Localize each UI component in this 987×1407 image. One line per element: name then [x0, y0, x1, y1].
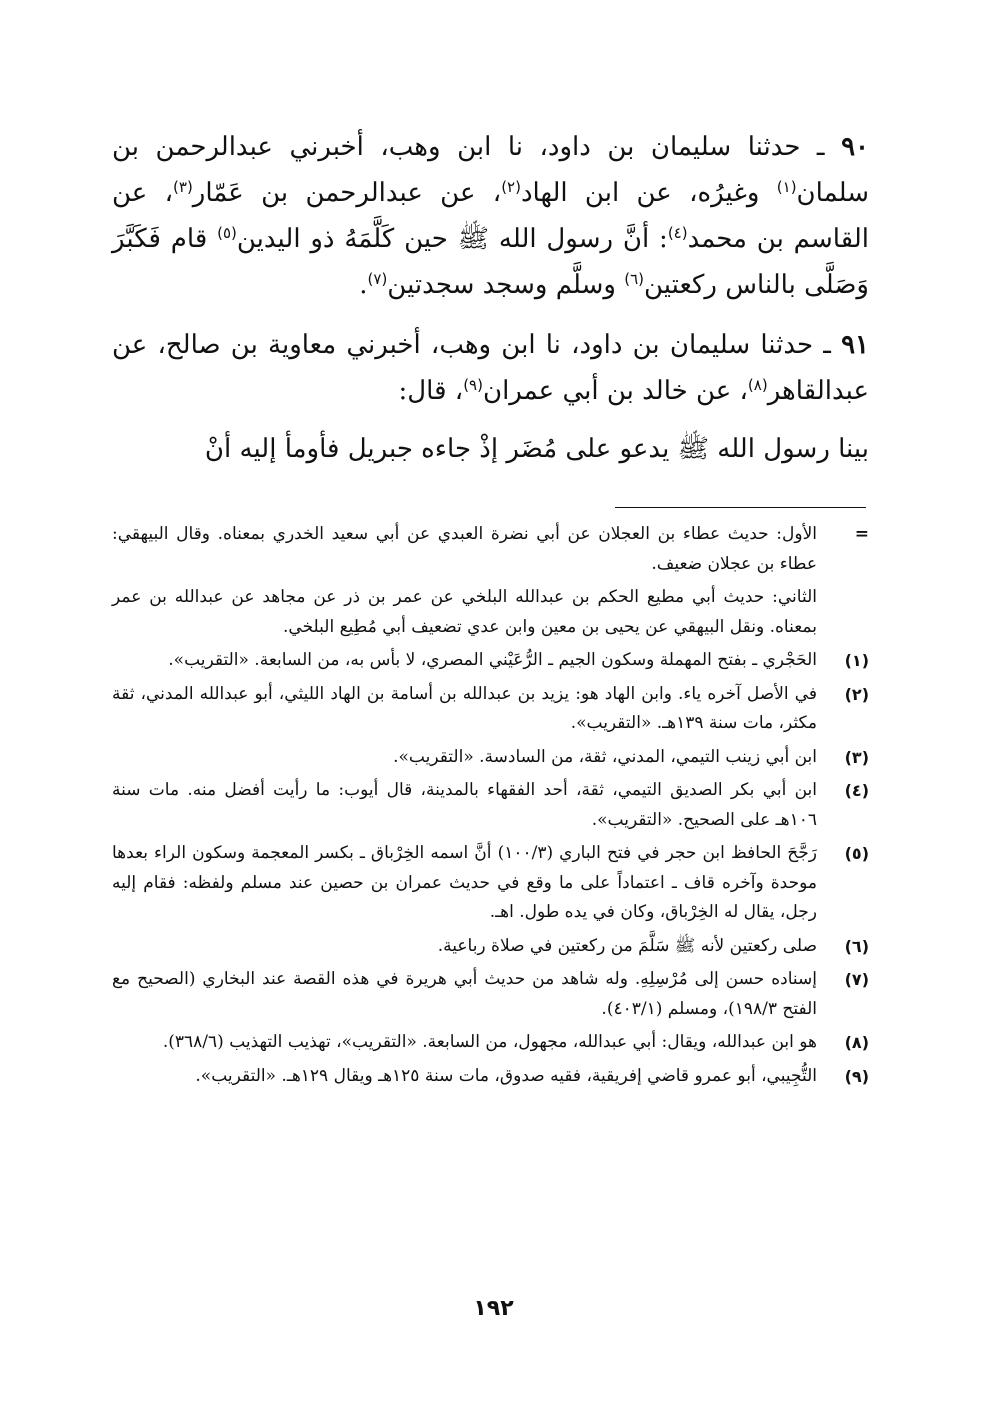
hadith-number: ٩١ — [841, 330, 869, 360]
footnote-text: صلى ركعتين لأنه ﷺ سَلَّمَ من ركعتين في صلاة رباعية. — [437, 935, 817, 956]
footnotes-section — [112, 520, 869, 1095]
footnote-9 — [112, 1062, 869, 1092]
hadith-text: وغيرُه، عن ابن الهاد — [520, 178, 777, 208]
footnote-number: (١) — [844, 651, 869, 670]
hadith-91-matn: بينا رسول الله ﷺ يدعو على مُضَر إذْ جاءه جبريل فأومأ إليه أنْ — [204, 434, 869, 464]
footnote-8 — [112, 1028, 869, 1058]
hadith-text: . — [359, 270, 368, 300]
footnote-text: رَجَّحَ الحافظ ابن حجر في فتح الباري (١٠٠/٣) أنَّ اسمه الخِرْباق ـ بكسر المعجمة وسكون الراء بعدها موحدة وآخره قاف ـ اعتماداً على ما وقع في حديث عمران بن حصين عند مسلم ولفظه: فقام إليه رجل، يقال له الخِرْباق، وكان في يده طول. اهـ. — [112, 843, 818, 922]
footnote-ref: (٢) — [501, 178, 521, 196]
hadith-text: ، عن القاسم بن محمد — [112, 178, 869, 254]
footnote-7 — [112, 965, 869, 1024]
continuation-marker: = — [854, 524, 869, 544]
footnote-3 — [112, 743, 869, 773]
footnote-number: (٤) — [844, 781, 869, 800]
footnote-ref: (٨) — [747, 376, 768, 394]
footnote-text: ابن أبي بكر الصديق التيمي، ثقة، أحد الفقهاء بالمدينة، قال أيوب: ما رأيت أفضل منه. مات سنة ١٠٦هـ على الصحيح. «التقريب». — [112, 780, 817, 830]
footnote-6 — [112, 932, 869, 962]
footnote-number: (٩) — [844, 1066, 869, 1086]
hadith-number: ٩٠ — [841, 132, 869, 162]
page-number: ١٩٢ — [473, 1296, 514, 1321]
hadith-text: وسلَّم وسجد سجدتين — [387, 270, 625, 300]
footnote-continuation — [112, 520, 869, 642]
hadith-90-paragraph — [112, 124, 869, 308]
hadith-91-paragraph — [112, 322, 869, 414]
hadith-text: ، عن خالد بن أبي عمران — [482, 376, 748, 406]
footnote-number: (٦) — [844, 936, 869, 956]
footnote-text: الحَجْري ـ بفتح المهملة وسكون الجيم ـ الرُّعَيْني المصري، لا بأس به، من السابعة. «التقريب». — [168, 650, 817, 670]
footnote-ref: (٤) — [667, 224, 688, 242]
footnote-ref: (٥) — [217, 224, 237, 242]
footnote-text: التُّجِيبي، أبو عمرو قاضي إفريقية، فقيه صدوق، مات سنة ١٢٥هـ ويقال ١٢٩هـ. «التقريب». — [195, 1065, 817, 1086]
footnote-number: (٨) — [844, 1033, 869, 1052]
footnote-text: هو ابن عبدالله، ويقال: أبي عبدالله، مجهول، من السابعة. «التقريب»، تهذيب التهذيب (٣٦٨/٦). — [162, 1032, 817, 1052]
footnote-ref: (٧) — [367, 270, 388, 288]
footnote-number: (٢) — [844, 684, 869, 704]
footnote-2 — [112, 680, 869, 739]
hadith-text: ـ حدثنا سليمان بن داود، نا ابن وهب، أخبرني معاوية بن صالح، عن عبدالقاهر — [112, 330, 869, 406]
footnote-ref: (٣) — [173, 178, 193, 196]
footnote-ref: (٦) — [624, 270, 644, 288]
continuation-line: الثاني: حديث أبي مطيع الحكم بن عبدالله البلخي عن عمر بن ذر عن مجاهد عن عبدالله بن عمر بمعناه. ونقل البيهقي عن يحيى بن معين وابن عدي تضعيف أبي مُطِيع البلخي. — [112, 587, 817, 637]
footnote-text: ابن أبي زينب التيمي، المدني، ثقة، من السادسة. «التقريب». — [393, 746, 817, 767]
footnote-ref: (١) — [776, 178, 797, 196]
hadith-text: ـ حدثنا سليمان بن داود، نا ابن وهب، أخبرني عبدالرحمن بن سلمان — [112, 132, 869, 208]
footnote-5 — [112, 839, 869, 928]
footnote-text: إسناده حسن إلى مُرْسِلِهِ. وله شاهد من حديث أبي هريرة في هذه القصة عند البخاري (الصحيح مع الفتح ١٩٨/٣)، ومسلم (٤٠٣/١). — [112, 969, 817, 1019]
footnote-separator — [615, 507, 866, 508]
footnote-text: في الأصل آخره ياء. وابن الهاد هو: يزيد بن عبدالله بن أسامة بن الهاد الليثي، أبو عبدالله المدني، ثقة مكثر، مات سنة ١٣٩هـ. «التقريب». — [112, 683, 817, 733]
footnote-ref: (٩) — [463, 376, 483, 394]
continuation-line: الأول: حديث عطاء بن العجلان عن أبي نضرة العبدي عن أبي سعيد الخدري بمعناه. وقال البيهقي: عطاء بن عجلان ضعيف. — [112, 524, 817, 574]
hadith-text: : أنَّ رسول الله ﷺ حين كَلَّمَهُ ذو اليدين — [236, 224, 668, 254]
footnote-number: (٣) — [844, 747, 869, 767]
footnote-number: (٥) — [844, 844, 869, 863]
hadith-text: ، قال: — [398, 376, 464, 406]
hadith-text: قام فَكَبَّرَ وَصَلَّى بالناس ركعتين — [112, 224, 869, 300]
hadith-text: ، عن عبدالرحمن بن عَمّار — [192, 178, 502, 208]
footnote-1 — [112, 646, 869, 676]
footnote-4 — [112, 776, 869, 835]
footnote-number: (٧) — [844, 970, 869, 989]
